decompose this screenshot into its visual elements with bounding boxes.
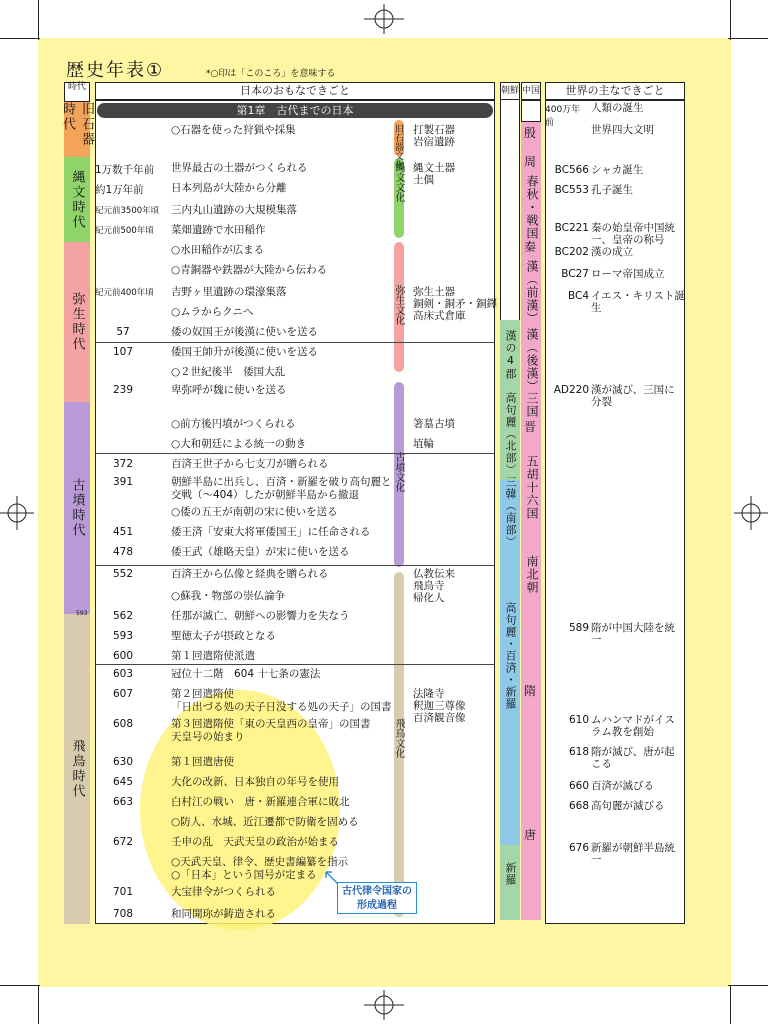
- event-text: 第１回遣隋使派遣: [171, 650, 255, 662]
- callout-box: 古代律令国家の形成過程: [337, 882, 417, 914]
- era-asuka: 飛鳥時代: [64, 614, 90, 924]
- era-yayoi: 弥生時代: [64, 242, 90, 402]
- era-marker: 593: [76, 610, 88, 617]
- event-row: [95, 244, 495, 264]
- crop-mark: [0, 38, 40, 39]
- event-year: 708: [112, 908, 134, 920]
- chapter-bar: 第1章 古代までの日本: [97, 103, 493, 118]
- event-text: ○２世紀後半 倭国大乱: [171, 366, 286, 378]
- event-text: ○倭の五王が南朝の宋に使いを送る: [171, 506, 338, 518]
- event-text: 任那が滅亡、朝鮮への影響力を失なう: [171, 610, 350, 622]
- world-year: BC202: [554, 246, 589, 258]
- event-artifact: 埴輪: [413, 438, 434, 450]
- crop-mark: [730, 0, 731, 40]
- china-dynasty: 三国: [525, 392, 539, 418]
- world-event: シャカ誕生: [591, 164, 644, 176]
- china-dynasty: 晋: [524, 420, 537, 434]
- china-dynasty: 五胡十六国: [525, 455, 539, 520]
- event-year: 600: [112, 650, 134, 662]
- china-dynasty: 春秋・戦国: [525, 175, 539, 240]
- event-text: 大化の改新、日本独自の年号を使用: [171, 776, 339, 788]
- event-text: 倭王武（雄略天皇）が宋に使いを送る: [171, 546, 350, 558]
- world-event: 人類の誕生: [591, 102, 644, 114]
- event-artifact: 弥生土器 銅剣・銅矛・銅鐸 高床式倉庫: [413, 286, 497, 322]
- world-event: 孔子誕生: [591, 184, 633, 196]
- world-year: 610: [568, 714, 589, 726]
- world-event: 高句麗が滅びる: [591, 800, 665, 812]
- event-text: 和同開珎が鋳造される: [171, 908, 276, 920]
- event-row: [95, 162, 495, 186]
- event-text: 日本列島が大陸から分離: [171, 182, 287, 194]
- event-text: ○防人、水城、近江遷都で防衛を固める: [171, 816, 359, 828]
- event-year: 107: [112, 346, 134, 358]
- event-text: 菜畑遺跡で水田稲作: [171, 224, 266, 236]
- crop-mark: [38, 985, 39, 1024]
- culture-label: 旧石器文化: [393, 124, 403, 169]
- event-row: [95, 718, 495, 743]
- event-year: 478: [112, 546, 134, 558]
- event-text: ○ムラからクニへ: [171, 306, 254, 318]
- china-dynasty: 殷: [524, 126, 537, 140]
- world-year: BC27: [561, 268, 589, 280]
- event-text: 倭国王帥升が後漢に使いを送る: [171, 346, 318, 358]
- china-dynasty: 漢（前漢）: [525, 260, 539, 325]
- event-row: [95, 650, 495, 670]
- event-text: 倭王済「安東大将軍倭国王」に任命される: [171, 526, 371, 538]
- event-row: [95, 756, 495, 776]
- event-row: [95, 546, 495, 566]
- event-text: 大宝律令がつくられる: [171, 886, 276, 898]
- world-year: 589: [568, 622, 589, 634]
- culture-label: 縄文文化: [393, 162, 404, 202]
- event-artifact: 法隆寺 釈迦三尊像 百済観音像: [413, 688, 466, 724]
- china-blank: [521, 100, 541, 122]
- event-text: 冠位十二階 604 十七条の憲法: [171, 668, 321, 680]
- event-row: [95, 668, 495, 688]
- event-row: [95, 796, 495, 816]
- event-row: [95, 856, 495, 881]
- world-event: 秦の始皇帝中国統一、皇帝の称号: [591, 222, 675, 246]
- note-text: *○印は「このころ」を意味する: [206, 69, 336, 79]
- event-year: 663: [112, 796, 134, 808]
- event-row: [95, 384, 495, 404]
- event-text: ○青銅器や鉄器が大陸から伝わる: [171, 264, 328, 276]
- header-china: 中国: [521, 82, 541, 100]
- event-year: 645: [112, 776, 134, 788]
- event-row: [95, 224, 495, 244]
- event-text: ○水田稲作が広まる: [171, 244, 265, 256]
- culture-label: 弥生文化: [393, 285, 404, 325]
- crop-mark: [730, 985, 731, 1024]
- event-year: 701: [112, 886, 134, 898]
- world-year: 668: [568, 800, 589, 812]
- korea-label: 新羅: [504, 862, 517, 886]
- event-text: ○石器を使った狩猟や採集: [171, 124, 296, 136]
- era-kofun: 古墳時代: [64, 402, 90, 614]
- event-year: 608: [112, 718, 134, 730]
- crop-mark: [728, 38, 768, 39]
- event-year: 紀元前3500年頃: [95, 206, 160, 216]
- world-year: 400万年前: [545, 105, 581, 128]
- event-text: 卑弥呼が魏に使いを送る: [171, 384, 287, 396]
- world-year: 618: [568, 746, 589, 758]
- crop-mark: [728, 985, 768, 986]
- event-text: 白村江の戦い 唐・新羅連合軍に敗北: [171, 796, 350, 808]
- event-row: [95, 366, 495, 386]
- event-row: [95, 264, 495, 284]
- event-artifact: 縄文土器 土偶: [413, 162, 455, 186]
- event-year: 紀元前400年頃: [95, 288, 154, 298]
- event-year: 607: [112, 688, 134, 700]
- world-event: 隋が滅び、唐が起こる: [591, 746, 675, 770]
- event-text: 百済王から仏像と経典を贈られる: [171, 568, 329, 580]
- event-row: [95, 204, 495, 224]
- event-text: ○天武天皇、律令、歴史書編纂を指示 ○「日本」という国号が定まる: [171, 856, 349, 881]
- event-text: 三内丸山遺跡の大規模集落: [171, 204, 297, 216]
- event-row: [95, 836, 495, 856]
- event-row: [95, 476, 495, 501]
- korea-blank: [500, 100, 520, 320]
- event-text: 第２回遣隋使 「日出づる処の天子日没する処の天子」の国書: [171, 688, 392, 713]
- event-year: 約1万年前: [95, 184, 144, 196]
- event-year: 239: [112, 384, 134, 396]
- event-row: [95, 526, 495, 546]
- crop-mark: [0, 985, 40, 986]
- world-event: 百済が滅びる: [591, 780, 654, 792]
- event-text: 朝鮮半島に出兵し、百済・新羅を破り高句麗と 交戦（～404）したが朝鮮半島から撤退: [171, 476, 392, 501]
- event-row: [95, 506, 495, 526]
- era-paleolithic: 旧石器時代: [64, 102, 90, 157]
- header-world: 世界の主なできごと: [545, 82, 685, 100]
- event-year: 552: [112, 568, 134, 580]
- world-event: ローマ帝国成立: [591, 268, 665, 280]
- culture-label: 飛鳥文化: [393, 718, 404, 758]
- event-text: ○前方後円墳がつくられる: [171, 418, 296, 430]
- china-dynasty: 南北朝: [525, 555, 539, 594]
- event-artifact: 仏教伝来 飛鳥寺 帰化人: [413, 568, 455, 604]
- event-row: [95, 610, 495, 630]
- event-row: [95, 776, 495, 796]
- event-year: 593: [112, 630, 134, 642]
- event-text: 倭の奴国王が後漢に使いを送る: [171, 326, 318, 338]
- event-text: 世界最古の土器がつくられる: [171, 162, 308, 174]
- world-event: 新羅が朝鮮半島統一: [591, 842, 675, 866]
- world-year: BC4: [567, 290, 589, 302]
- world-event: イエス・キリスト誕生: [591, 290, 685, 314]
- crop-mark: [38, 0, 39, 40]
- world-year: AD220: [553, 384, 589, 396]
- event-text: 第３回遣隋使「東の天皇西の皇帝」の国書 天皇号の始まり: [171, 718, 371, 743]
- china-dynasty: 漢（後漢）: [525, 328, 539, 393]
- world-event: 漢の成立: [591, 246, 633, 258]
- china-dynasty: 唐: [524, 828, 537, 842]
- event-year: 紀元前500年頃: [95, 226, 154, 236]
- china-dynasty: 秦: [524, 240, 537, 254]
- header-japan: 日本のおもなできごと: [95, 82, 495, 100]
- registration-mark-bottom: [364, 990, 404, 1020]
- event-year: 391: [112, 476, 134, 488]
- era-jomon: 縄文時代: [64, 157, 90, 242]
- event-row: [95, 908, 495, 928]
- event-artifact: 箸墓古墳: [413, 418, 455, 430]
- world-event: 世界四大文明: [591, 124, 654, 136]
- world-year: BC553: [554, 184, 589, 196]
- event-year: 372: [112, 458, 134, 470]
- event-row: [95, 182, 495, 202]
- page-title: 歴史年表①: [66, 60, 165, 81]
- world-event: 漢が滅び、三国に分裂: [591, 384, 675, 408]
- world-event: ムハンマドがイスラム教を創始: [591, 714, 675, 738]
- event-row: [95, 590, 495, 610]
- event-text: 吉野ヶ里遺跡の環濠集落: [171, 286, 287, 298]
- china-dynasty: 周: [524, 155, 537, 169]
- world-year: BC221: [554, 222, 589, 234]
- event-text: 壬申の乱 天武天皇の政治が始まる: [171, 836, 339, 848]
- event-row: [95, 306, 495, 326]
- header-era: 時代: [64, 82, 90, 102]
- culture-label: 古墳文化: [393, 452, 404, 492]
- registration-mark-right: [734, 496, 768, 530]
- event-row: [95, 458, 495, 478]
- event-year: 603: [112, 668, 134, 680]
- event-text: ○大和朝廷による統一の動き: [171, 438, 307, 450]
- event-year: 451: [112, 526, 134, 538]
- world-year: 676: [568, 842, 589, 854]
- event-year: 630: [112, 756, 134, 768]
- world-year: BC566: [554, 164, 589, 176]
- event-year: 1万数千年前: [95, 164, 155, 176]
- event-text: 聖徳太子が摂政となる: [171, 630, 276, 642]
- header-korea: 朝鮮: [500, 82, 520, 100]
- event-row: [95, 418, 495, 438]
- registration-mark-left: [0, 496, 34, 530]
- event-text: ○蘇我・物部の崇仏論争: [171, 590, 286, 602]
- event-year: 57: [116, 326, 130, 338]
- event-artifact: 打製石器 岩宿遺跡: [413, 124, 455, 148]
- korea-label: 漢の4郡 高句麗（北部）三韓（南部）: [504, 330, 517, 548]
- event-row: [95, 326, 495, 346]
- event-row: [95, 630, 495, 650]
- korea-label: 高句麗・百済・新羅: [504, 602, 517, 710]
- event-year: 672: [112, 836, 134, 848]
- arrow-icon: [322, 868, 342, 888]
- world-year: 660: [568, 780, 589, 792]
- china-dynasty: 隋: [524, 684, 537, 698]
- event-row: [95, 816, 495, 836]
- event-text: 第１回遣唐使: [171, 756, 234, 768]
- event-row: [95, 346, 495, 366]
- event-text: 百済王世子から七支刀が贈られる: [171, 458, 329, 470]
- event-year: 562: [112, 610, 134, 622]
- event-row: [95, 886, 495, 906]
- registration-mark-top: [364, 4, 404, 34]
- event-row: [95, 438, 495, 458]
- world-event: 隋が中国大陸を統一: [591, 622, 675, 646]
